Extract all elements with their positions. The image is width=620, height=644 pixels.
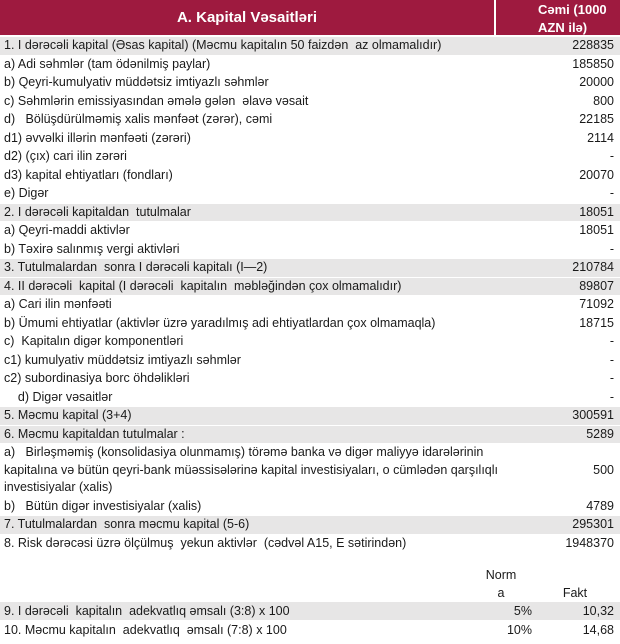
row-label: d2) (çıx) cari ilin zərəri: [4, 149, 127, 163]
row-value: 228835: [572, 38, 614, 52]
amount-column-header: Cəmi (1000 AZN ilə): [538, 2, 607, 35]
row-value: -: [609, 352, 614, 367]
table-row: [0, 204, 620, 223]
ratio-row: [0, 602, 620, 621]
ratio-row-label: 9. I dərəcəli kapitalın adekvatlıq əmsalı (3:8) x 100: [4, 604, 290, 618]
table-row: [0, 111, 620, 130]
row-label: a) Adi səhmlər (tam ödənilmiş paylar): [4, 56, 211, 71]
table-row: [0, 352, 620, 371]
ratio-row: [0, 621, 620, 640]
ratio-fakt-value: 10,32: [582, 604, 614, 618]
ratio-norma-value: 5%: [513, 604, 532, 618]
table-row: [0, 185, 620, 204]
row-value: 20070: [579, 167, 614, 182]
ratio-row-label: 10. Məcmu kapitalın adekvatlıq əmsalı (7:8) x 100: [4, 623, 287, 637]
row-value: -: [609, 371, 614, 385]
ratio-body: [0, 602, 620, 640]
row-label: 4. II dərəcəli kapital (I dərəcəli kapitalın məbləğindən çox olmamalıdır): [4, 278, 402, 293]
row-value: 20000: [579, 75, 614, 89]
row-value: 71092: [579, 297, 614, 311]
fakt-column-header: Fakt: [562, 586, 588, 600]
table-row: [0, 389, 620, 408]
row-value: 800: [593, 93, 614, 108]
table-body: [0, 37, 620, 553]
ratio-fakt-value: 14,68: [582, 623, 614, 637]
row-label: b) Qeyri-kumulyativ müddətsiz imtiyazlı səhmlər: [4, 75, 269, 89]
table-row: [0, 407, 620, 426]
ratio-norma-value: 10%: [506, 623, 532, 637]
row-value: 2114: [587, 130, 614, 145]
norma-column-header: [466, 566, 536, 602]
row-value: -: [609, 149, 614, 163]
table-row: [0, 333, 620, 352]
table-row: [0, 498, 620, 517]
row-label: d1) əvvəlki illərin mənfəəti (zərəri): [4, 130, 191, 145]
row-label: b) Təxirə salınmış vergi aktivləri: [4, 241, 180, 256]
row-label: c) Səhmlərin emissiyasından əmələ gələn əlavə vəsait: [4, 93, 309, 108]
row-label: b) Ümumi ehtiyatlar (aktivlər üzrə yaradılmış adi ehtiyatlardan çox olmamaqla): [4, 315, 436, 330]
table-row: [0, 259, 620, 278]
row-label: e) Digər: [4, 186, 49, 200]
table-row: [0, 535, 620, 554]
row-label: 8. Risk dərəcəsi üzrə ölçülmuş yekun aktivlər (cədvəl A15, E sətirindən): [4, 535, 407, 550]
row-label: 1. I dərəcəli kapital (Əsas kapital) (Məcmu kapitalın 50 faizdən az olmamalıdır): [4, 38, 442, 52]
row-value: 1948370: [565, 535, 614, 550]
table-header: [0, 0, 620, 37]
row-value: -: [609, 334, 614, 348]
row-value: 89807: [579, 278, 614, 293]
row-value: 500: [593, 462, 614, 477]
norma-column-header-label: Norm a: [485, 568, 517, 600]
table-row: [0, 315, 620, 334]
ratio-header-row: [0, 566, 620, 602]
table-row: [0, 241, 620, 260]
row-label: c2) subordinasiya borc öhdəlikləri: [4, 371, 190, 385]
row-value: 300591: [572, 408, 614, 422]
row-value: 185850: [572, 56, 614, 71]
table-row: [0, 93, 620, 112]
row-label: a) Qeyri-maddi aktivlər: [4, 223, 130, 237]
row-value: -: [609, 241, 614, 256]
table-row: [0, 426, 620, 445]
table-row: [0, 444, 620, 498]
row-label: a) Cari ilin mənfəəti: [4, 297, 112, 311]
row-value: 18051: [579, 223, 614, 237]
row-value: 210784: [572, 260, 614, 274]
row-label: c) Kapitalın digər komponentləri: [4, 334, 184, 348]
row-value: 4789: [586, 498, 614, 513]
row-value: 295301: [572, 517, 614, 531]
row-label: d3) kapital ehtiyatları (fondları): [4, 167, 173, 182]
row-value: -: [609, 389, 614, 404]
table-row: [0, 370, 620, 389]
row-label: d) Bölüşdürülməmiş xalis mənfəət (zərər), cəmi: [4, 112, 273, 126]
table-row: [0, 130, 620, 149]
row-label: 2. I dərəcəli kapitaldan tutulmalar: [4, 204, 191, 219]
row-label: 7. Tutulmalardan sonra məcmu kapital (5-6): [4, 517, 250, 531]
table-row: [0, 148, 620, 167]
table-row: [0, 74, 620, 93]
table-row: [0, 37, 620, 56]
table-row: [0, 56, 620, 75]
table-row: [0, 516, 620, 535]
row-label: b) Bütün digər investisiyalar (xalis): [4, 498, 202, 513]
table-title: A. Kapital Vəsaitləri: [0, 0, 496, 35]
row-value: 18051: [579, 204, 614, 219]
row-value: 22185: [579, 112, 614, 126]
row-value: 18715: [579, 315, 614, 330]
row-value: -: [609, 186, 614, 200]
row-label: 5. Məcmu kapital (3+4): [4, 408, 132, 422]
table-row: [0, 296, 620, 315]
table-row: [0, 222, 620, 241]
ratio-section: [0, 566, 620, 640]
table-row: [0, 167, 620, 186]
row-label: d) Digər vəsaitlər: [4, 389, 113, 404]
table-row: [0, 278, 620, 297]
row-label: 6. Məcmu kapitaldan tutulmalar :: [4, 426, 185, 441]
row-label: c1) kumulyativ müddətsiz imtiyazlı səhmlər: [4, 352, 241, 367]
row-value: 5289: [586, 426, 614, 441]
row-label: 3. Tutulmalardan sonra I dərəcəli kapitalı (I—2): [4, 260, 268, 274]
row-label: a) Birləşməmiş (konsolidasiya olunmamış) törəmə banka və digər maliyyə idarələrinin kapitalına və bütün qeyri-bank müəssisələrinə kapital investisiyaları, o cümlədən qarşılıqlı investisiyalar (xalis): [4, 445, 502, 494]
